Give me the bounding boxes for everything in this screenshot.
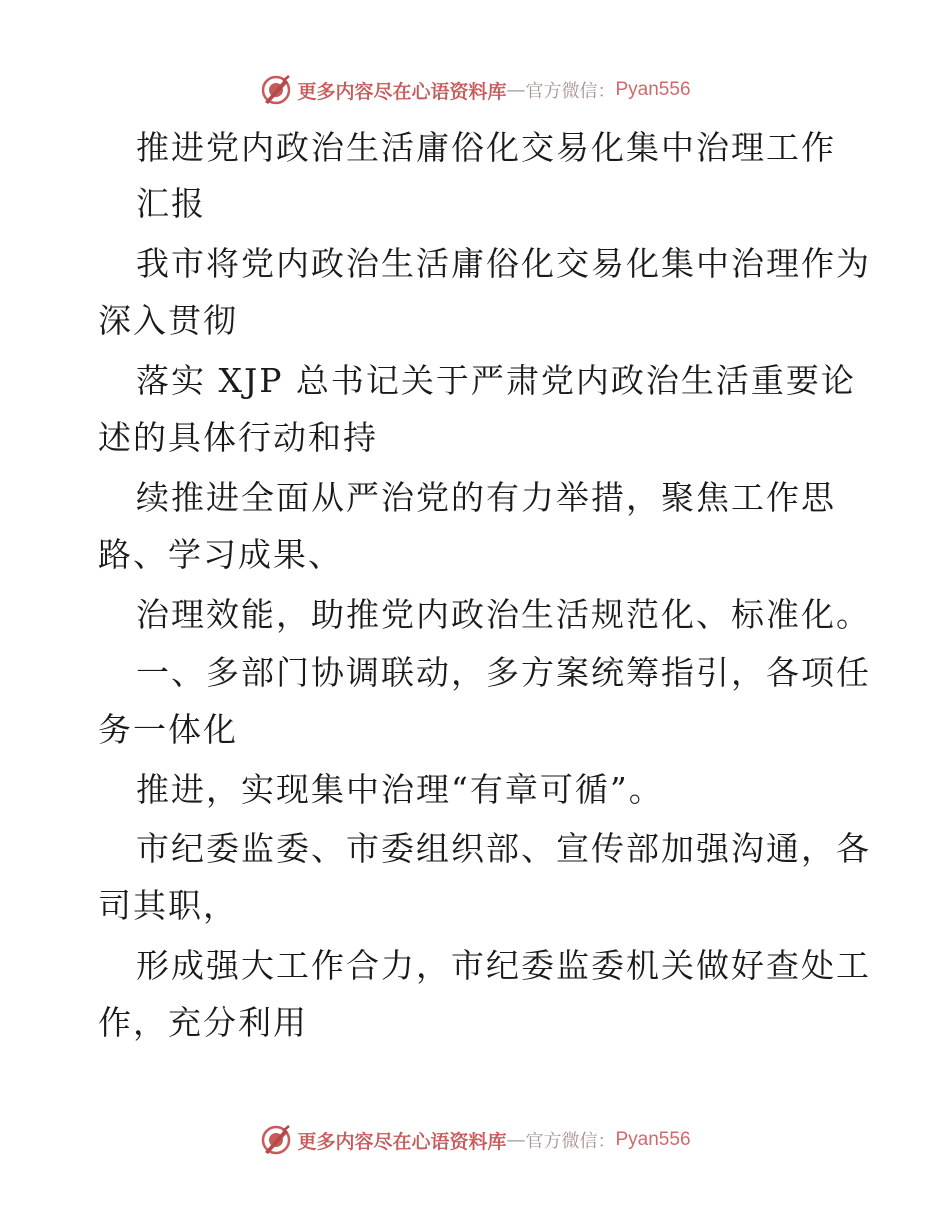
paragraph-line: 落实 XJP 总书记关于严肃党内政治生活重要论 [136,361,856,400]
paragraph-line: 形成强大工作合力，市纪委监委机关做好查处工 [136,946,871,985]
paragraph-line: 深入贯彻 [98,301,238,340]
banner-dash: — [506,79,526,101]
footer-watermark-banner [0,1120,950,1160]
paragraph-line: 续推进全面从严治党的有力举措，聚焦工作思 [136,478,836,517]
section-heading-line: 务一体化 [98,710,238,749]
banner-site-text: 更多内容尽在心语资料库 [297,80,507,103]
pen-logo-icon [259,1123,293,1157]
banner-wechat-id: Pyan556 [615,1129,691,1150]
paragraph-line: 述的具体行动和持 [98,418,378,457]
doc-title-line-1: 推进党内政治生活庸俗化交易化集中治理工作 [136,128,836,167]
banner-site-text: 更多内容尽在心语资料库 [297,1130,507,1153]
doc-title-line-2: 汇报 [136,184,206,223]
paragraph-line: 作，充分利用 [98,1003,308,1042]
header-watermark-banner [0,70,950,110]
paragraph-line: 推进，实现集中治理“有章可循”。 [136,770,664,809]
paragraph-line: 治理效能，助推党内政治生活规范化、标准化。 [136,595,871,634]
pen-logo-icon [259,73,293,107]
banner-official-label: 官方微信： [525,1131,616,1152]
section-heading-line: 一、多部门协调联动，多方案统筹指引，各项任 [136,653,871,692]
paragraph-line: 市纪委监委、市委组织部、宣传部加强沟通，各 [136,829,871,868]
paragraph-line: 路、学习成果、 [98,535,343,574]
paragraph-line: 司其职， [98,886,238,925]
banner-dash: — [506,1129,526,1151]
banner-official-label: 官方微信： [525,81,616,102]
paragraph-line: 我市将党内政治生活庸俗化交易化集中治理作为 [136,244,871,283]
banner-wechat-id: Pyan556 [615,79,691,100]
